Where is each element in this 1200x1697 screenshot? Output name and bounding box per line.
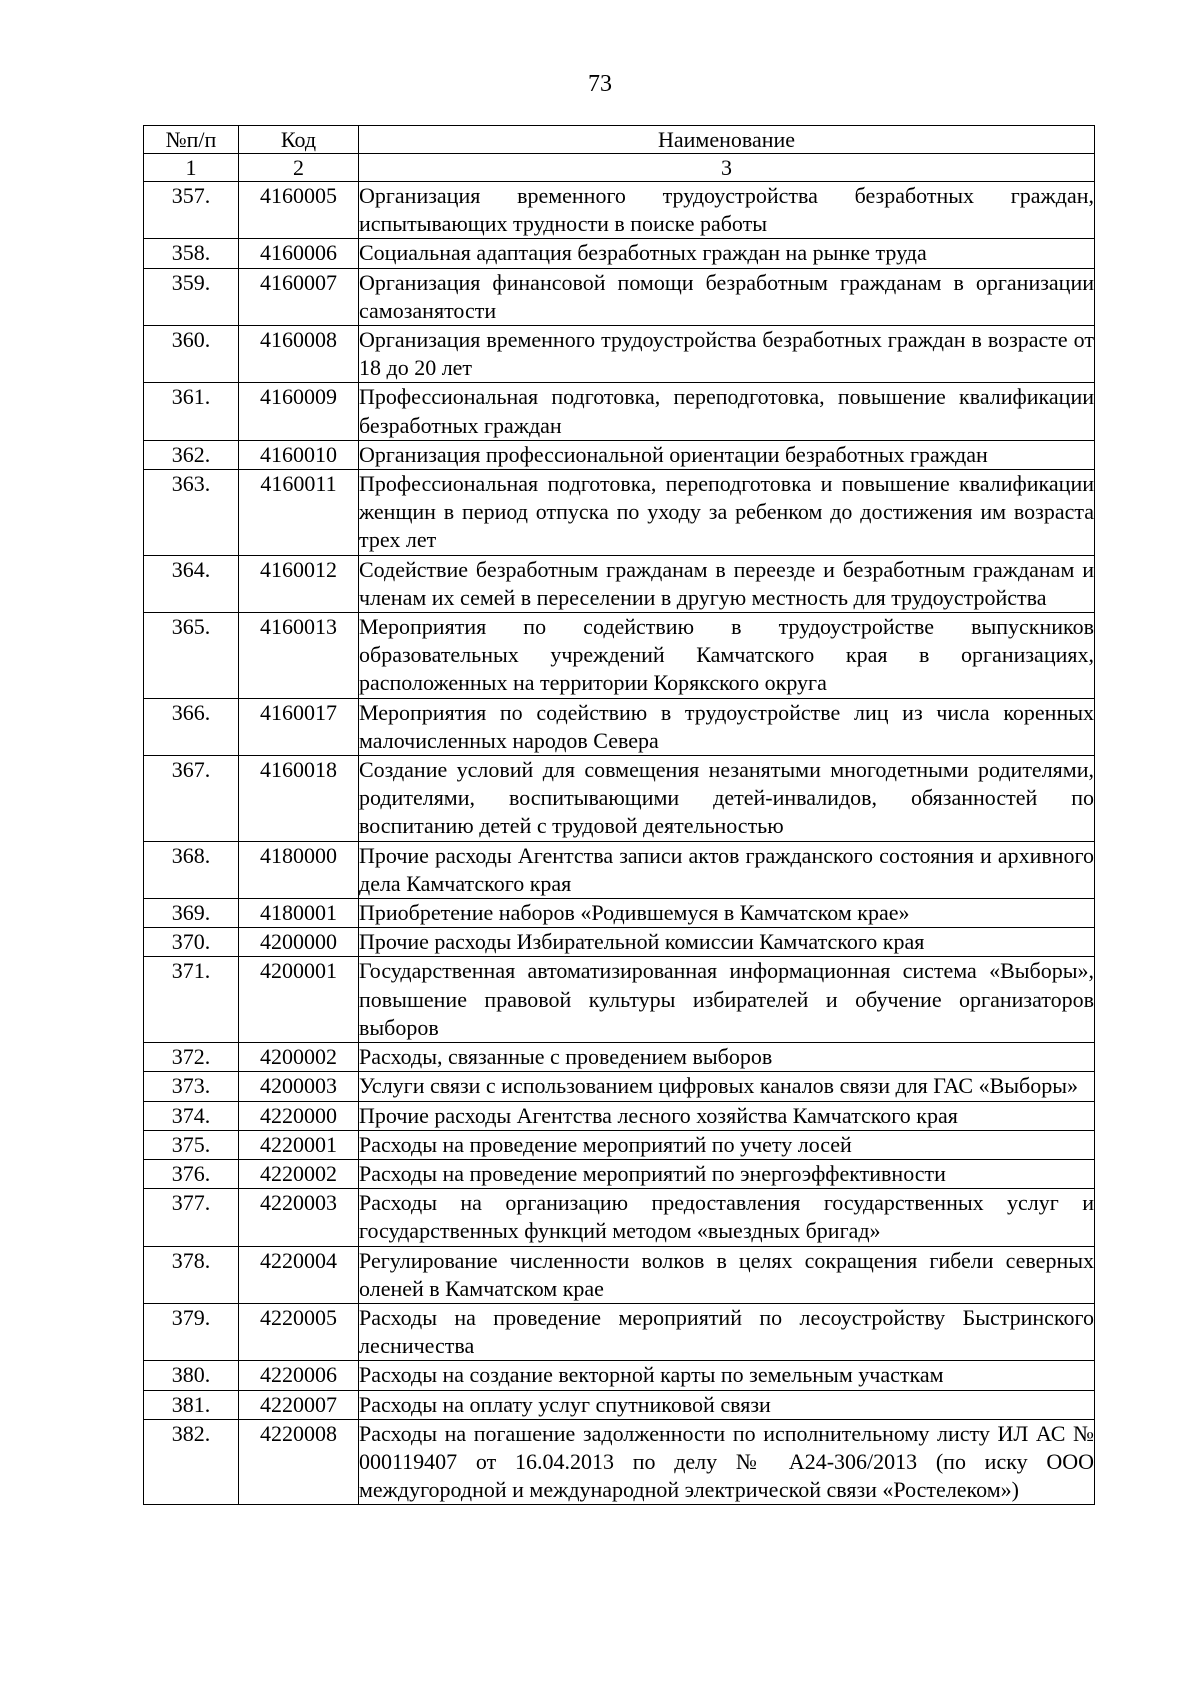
row-code-cell: 4200003	[239, 1072, 359, 1101]
row-number-cell: 375.	[144, 1130, 239, 1159]
row-code-cell: 4160005	[239, 182, 359, 239]
table-row	[144, 470, 1095, 556]
row-number-cell: 359.	[144, 268, 239, 325]
row-code-cell: 4220008	[239, 1419, 359, 1505]
row-number-cell: 376.	[144, 1159, 239, 1188]
row-name-cell: Расходы, связанные с проведением выборов	[359, 1043, 1095, 1072]
row-name-cell: Расходы на оплату услуг спутниковой связи	[359, 1390, 1095, 1419]
header-name: Наименование	[359, 126, 1095, 154]
row-number-cell: 369.	[144, 899, 239, 928]
row-number-cell: 382.	[144, 1419, 239, 1505]
table-row	[144, 1246, 1095, 1303]
row-name-cell: Регулирование численности волков в целях сокращения гибели северных оленей в Камчатском крае	[359, 1246, 1095, 1303]
row-code-cell: 4160008	[239, 326, 359, 383]
row-number-cell: 363.	[144, 470, 239, 556]
table-row	[144, 555, 1095, 612]
table-row	[144, 1159, 1095, 1188]
table-row	[144, 440, 1095, 469]
row-number-cell: 365.	[144, 613, 239, 699]
table-row	[144, 1043, 1095, 1072]
row-name-cell: Мероприятия по содействию в трудоустройстве выпускников образовательных учреждений Камчатского края в организациях, расположенных на территории Корякского округа	[359, 613, 1095, 699]
table-row	[144, 1072, 1095, 1101]
row-code-cell: 4220002	[239, 1159, 359, 1188]
row-code-cell: 4160011	[239, 470, 359, 556]
row-name-cell: Профессиональная подготовка, переподготовка, повышение квалификации безработных граждан	[359, 383, 1095, 440]
table-row	[144, 1101, 1095, 1130]
row-name-cell: Прочие расходы Агентства лесного хозяйства Камчатского края	[359, 1101, 1095, 1130]
row-number-cell: 362.	[144, 440, 239, 469]
column-number-name: 3	[359, 154, 1095, 182]
table-row	[144, 1361, 1095, 1390]
row-number-cell: 370.	[144, 928, 239, 957]
row-code-cell: 4200001	[239, 957, 359, 1043]
row-name-cell: Приобретение наборов «Родившемуся в Камчатском крае»	[359, 899, 1095, 928]
header-code: Код	[239, 126, 359, 154]
table-body	[144, 182, 1095, 1505]
row-name-cell: Расходы на погашение задолженности по исполнительному листу ИЛ АС № 000119407 от 16.04.2013 по делу № А24-306/2013 (по иску ООО междугородной и международной электрической связи «Ростелеком»)	[359, 1419, 1095, 1505]
row-code-cell: 4160018	[239, 756, 359, 842]
row-code-cell: 4180000	[239, 841, 359, 898]
row-name-cell: Организация временного трудоустройства безработных граждан, испытывающих трудности в поиске работы	[359, 182, 1095, 239]
row-name-cell: Организация финансовой помощи безработным гражданам в организации самозанятости	[359, 268, 1095, 325]
column-number-num: 1	[144, 154, 239, 182]
row-code-cell: 4200000	[239, 928, 359, 957]
row-number-cell: 380.	[144, 1361, 239, 1390]
row-name-cell: Социальная адаптация безработных граждан на рынке труда	[359, 239, 1095, 268]
budget-code-table	[143, 125, 1095, 1505]
row-name-cell: Организация профессиональной ориентации безработных граждан	[359, 440, 1095, 469]
row-code-cell: 4160012	[239, 555, 359, 612]
row-number-cell: 378.	[144, 1246, 239, 1303]
row-number-cell: 364.	[144, 555, 239, 612]
row-code-cell: 4220003	[239, 1189, 359, 1246]
row-number-cell: 366.	[144, 698, 239, 755]
row-name-cell: Услуги связи с использованием цифровых каналов связи для ГАС «Выборы»	[359, 1072, 1095, 1101]
row-name-cell: Расходы на проведение мероприятий по учету лосей	[359, 1130, 1095, 1159]
table-row	[144, 841, 1095, 898]
table-row	[144, 239, 1095, 268]
row-code-cell: 4160017	[239, 698, 359, 755]
table-row	[144, 1390, 1095, 1419]
row-name-cell: Расходы на создание векторной карты по земельным участкам	[359, 1361, 1095, 1390]
row-code-cell: 4220004	[239, 1246, 359, 1303]
row-name-cell: Государственная автоматизированная информационная система «Выборы», повышение правовой культуры избирателей и обучение организаторов выборов	[359, 957, 1095, 1043]
row-number-cell: 367.	[144, 756, 239, 842]
table-row	[144, 326, 1095, 383]
row-number-cell: 377.	[144, 1189, 239, 1246]
table-row	[144, 756, 1095, 842]
row-number-cell: 371.	[144, 957, 239, 1043]
table-row	[144, 698, 1095, 755]
table-row	[144, 957, 1095, 1043]
row-code-cell: 4220005	[239, 1303, 359, 1360]
header-row	[144, 126, 1095, 154]
table-row	[144, 899, 1095, 928]
row-code-cell: 4160009	[239, 383, 359, 440]
row-number-cell: 357.	[144, 182, 239, 239]
row-name-cell: Прочие расходы Агентства записи актов гражданского состояния и архивного дела Камчатского края	[359, 841, 1095, 898]
row-number-cell: 373.	[144, 1072, 239, 1101]
row-name-cell: Прочие расходы Избирательной комиссии Камчатского края	[359, 928, 1095, 957]
row-number-cell: 368.	[144, 841, 239, 898]
row-code-cell: 4220000	[239, 1101, 359, 1130]
row-code-cell: 4160007	[239, 268, 359, 325]
row-name-cell: Содействие безработным гражданам в переезде и безработным гражданам и членам их семей в переселении в другую местность для трудоустройства	[359, 555, 1095, 612]
row-code-cell: 4220007	[239, 1390, 359, 1419]
row-name-cell: Мероприятия по содействию в трудоустройстве лиц из числа коренных малочисленных народов Севера	[359, 698, 1095, 755]
table-row	[144, 268, 1095, 325]
row-name-cell: Расходы на организацию предоставления государственных услуг и государственных функций методом «выездных бригад»	[359, 1189, 1095, 1246]
column-number-code: 2	[239, 154, 359, 182]
row-name-cell: Профессиональная подготовка, переподготовка и повышение квалификации женщин в период отпуска по уходу за ребенком до достижения им возраста трех лет	[359, 470, 1095, 556]
table-header	[144, 126, 1095, 182]
row-code-cell: 4200002	[239, 1043, 359, 1072]
row-code-cell: 4220006	[239, 1361, 359, 1390]
row-number-cell: 358.	[144, 239, 239, 268]
row-number-cell: 361.	[144, 383, 239, 440]
table-row	[144, 1303, 1095, 1360]
row-code-cell: 4160010	[239, 440, 359, 469]
page-number: 73	[588, 71, 612, 97]
row-number-cell: 372.	[144, 1043, 239, 1072]
row-code-cell: 4180001	[239, 899, 359, 928]
row-code-cell: 4160013	[239, 613, 359, 699]
row-code-cell: 4160006	[239, 239, 359, 268]
table-row	[144, 1130, 1095, 1159]
column-number-row	[144, 154, 1095, 182]
table-row	[144, 613, 1095, 699]
header-num: №п/п	[144, 126, 239, 154]
row-number-cell: 381.	[144, 1390, 239, 1419]
row-name-cell: Создание условий для совмещения незанятыми многодетными родителями, родителями, воспитывающими детей-инвалидов, обязанностей по воспитанию детей с трудовой деятельностью	[359, 756, 1095, 842]
row-name-cell: Организация временного трудоустройства безработных граждан в возрасте от 18 до 20 лет	[359, 326, 1095, 383]
table-row	[144, 928, 1095, 957]
row-code-cell: 4220001	[239, 1130, 359, 1159]
table-row	[144, 1189, 1095, 1246]
row-number-cell: 360.	[144, 326, 239, 383]
row-number-cell: 379.	[144, 1303, 239, 1360]
row-name-cell: Расходы на проведение мероприятий по лесоустройству Быстринского лесничества	[359, 1303, 1095, 1360]
row-number-cell: 374.	[144, 1101, 239, 1130]
table-row	[144, 383, 1095, 440]
table-row	[144, 182, 1095, 239]
table-row	[144, 1419, 1095, 1505]
row-name-cell: Расходы на проведение мероприятий по энергоэффективности	[359, 1159, 1095, 1188]
